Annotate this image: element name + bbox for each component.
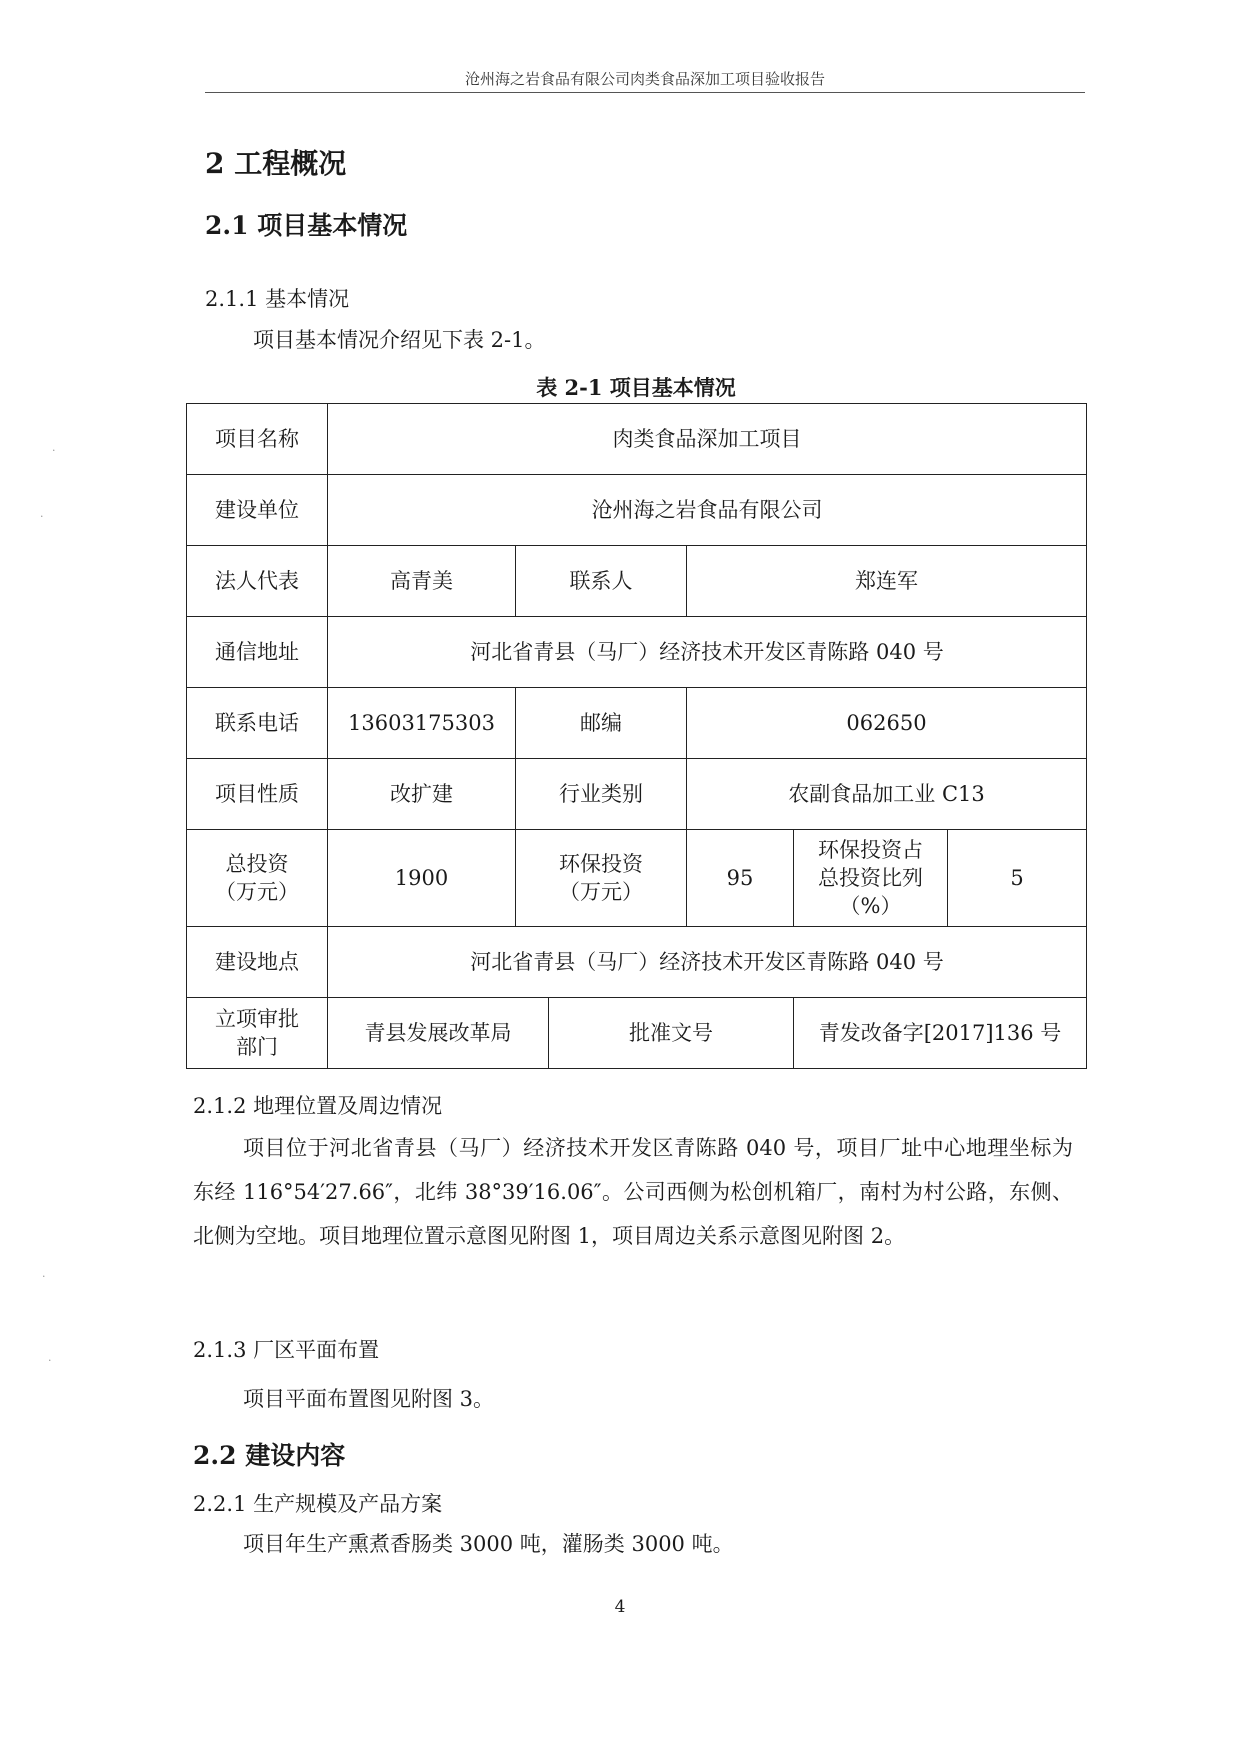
table-label-line: 环保投资: [559, 852, 643, 876]
table-value: 肉类食品深加工项目: [328, 404, 1087, 475]
table-label: 联系电话: [187, 688, 328, 759]
table-row: [187, 475, 1087, 546]
table-value: 沧州海之岩食品有限公司: [328, 475, 1087, 546]
page-number: 4: [614, 1597, 626, 1617]
production-paragraph: 项目年生产熏煮香肠类 3000 吨，灌肠类 3000 吨。: [243, 1532, 734, 1556]
table-label: [516, 830, 687, 927]
table-label: 批准文号: [549, 998, 794, 1069]
table-row: [187, 404, 1087, 475]
table-label: 建设地点: [187, 927, 328, 998]
table-label-line: 部门: [236, 1035, 278, 1059]
location-paragraph: 项目位于河北省青县（马厂）经济技术开发区青陈路 040 号，项目厂址中心地理坐标为东经 116°54′27.66″，北纬 38°39′16.06″。公司西侧为松创机箱厂，南村为村公路，东侧、北侧为空地。项目地理位置示意图见附图 1，项目周边关系示意图见附图 2。: [193, 1136, 1073, 1248]
table-label-line: 环保投资占: [818, 838, 923, 862]
table-label-line: 立项审批: [215, 1007, 299, 1031]
section-2-heading: 2 工程概况: [205, 147, 347, 180]
table-label-line: 总投资: [225, 852, 289, 876]
table-row: [187, 927, 1087, 998]
table-value: 河北省青县（马厂）经济技术开发区青陈路 040 号: [328, 927, 1087, 998]
table-value: 5: [948, 830, 1087, 927]
table-value: 农副食品加工业 C13: [687, 759, 1087, 830]
table-value: 95: [687, 830, 794, 927]
section-2-1-1-heading: 2.1.1 基本情况: [205, 287, 350, 311]
table-intro-text: 项目基本情况介绍见下表 2-1。: [253, 328, 546, 352]
table-label: 通信地址: [187, 617, 328, 688]
table-label: 行业类别: [516, 759, 687, 830]
table-caption: 表 2-1 项目基本情况: [536, 375, 736, 400]
table-row: [187, 617, 1087, 688]
section-2-2-1-heading: 2.2.1 生产规模及产品方案: [193, 1492, 443, 1516]
section-2-1-2-heading: 2.1.2 地理位置及周边情况: [193, 1094, 443, 1118]
table-value: 青县发展改革局: [328, 998, 549, 1069]
table-label: 项目名称: [187, 404, 328, 475]
table-label: 邮编: [516, 688, 687, 759]
project-info-table: [186, 403, 1087, 1069]
table-label: [794, 830, 948, 927]
table-value: 河北省青县（马厂）经济技术开发区青陈路 040 号: [328, 617, 1087, 688]
table-row: [187, 830, 1087, 927]
table-label: 项目性质: [187, 759, 328, 830]
section-2-1-3-heading: 2.1.3 厂区平面布置: [193, 1338, 380, 1362]
table-row: [187, 688, 1087, 759]
section-2-1-heading: 2.1 项目基本情况: [205, 211, 408, 240]
table-label-line: （%）: [839, 894, 902, 918]
scan-speck: ·: [42, 1270, 46, 1283]
scan-speck: ·: [40, 510, 44, 523]
header-rule: [205, 92, 1085, 93]
scan-speck: ·: [48, 1354, 52, 1367]
table-label-line: （万元）: [215, 880, 299, 904]
table-label: 联系人: [516, 546, 687, 617]
table-label-line: （万元）: [559, 880, 643, 904]
table-label: 法人代表: [187, 546, 328, 617]
scan-speck: ·: [52, 444, 56, 457]
table-label: [187, 830, 328, 927]
section-2-2-heading: 2.2 建设内容: [193, 1441, 346, 1470]
running-header: 沧州海之岩食品有限公司肉类食品深加工项目验收报告: [464, 70, 825, 88]
table-row: [187, 998, 1087, 1069]
table-value: 高青美: [328, 546, 516, 617]
table-label-line: 总投资比列: [818, 866, 923, 890]
table-label: [187, 998, 328, 1069]
table-row: [187, 759, 1087, 830]
table-value: 13603175303: [328, 688, 516, 759]
table-value: 青发改备字[2017]136 号: [794, 998, 1087, 1069]
table-value: 改扩建: [328, 759, 516, 830]
table-value: 郑连军: [687, 546, 1087, 617]
table-value: 1900: [328, 830, 516, 927]
table-value: 062650: [687, 688, 1087, 759]
layout-paragraph: 项目平面布置图见附图 3。: [243, 1387, 495, 1411]
table-label: 建设单位: [187, 475, 328, 546]
table-row: [187, 546, 1087, 617]
